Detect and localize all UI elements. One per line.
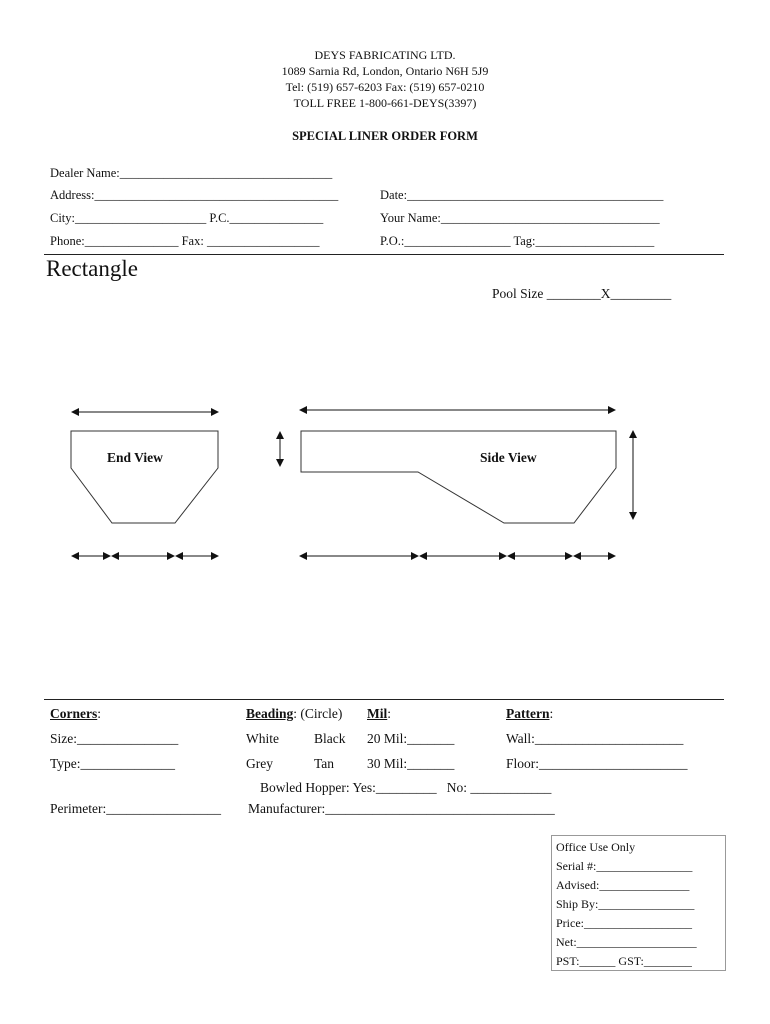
floor-pattern-field[interactable]: Floor:______________________ bbox=[506, 756, 688, 771]
beading-label: Beading bbox=[246, 706, 294, 721]
beading-black-option[interactable]: Black bbox=[314, 731, 346, 746]
beading-white-option[interactable]: White bbox=[246, 731, 279, 746]
end-view-outline bbox=[71, 431, 218, 523]
corners-colon: : bbox=[97, 706, 102, 721]
bowled-hopper-field[interactable]: Bowled Hopper: Yes:_________ No: ____________ bbox=[260, 780, 552, 795]
side-view-label: Side View bbox=[480, 450, 537, 465]
type-field[interactable]: Type:______________ bbox=[50, 756, 176, 771]
net-field[interactable]: Net:____________________ bbox=[556, 935, 697, 949]
pst-gst-field[interactable]: PST:______ GST:________ bbox=[556, 954, 692, 968]
serial-field[interactable]: Serial #:________________ bbox=[556, 859, 693, 873]
size-field[interactable]: Size:_______________ bbox=[50, 731, 179, 746]
office-use-box bbox=[551, 835, 726, 971]
date-field[interactable]: Date:_________________________________________ bbox=[380, 188, 664, 202]
beading-tan-option[interactable]: Tan bbox=[314, 756, 335, 771]
wall-pattern-field[interactable]: Wall:______________________ bbox=[506, 731, 684, 746]
company-tollfree: TOLL FREE 1-800-661-DEYS(3397) bbox=[293, 96, 477, 110]
beading-grey-option[interactable]: Grey bbox=[246, 756, 273, 771]
dealer-name-field[interactable]: Dealer Name:__________________________________ bbox=[50, 166, 333, 180]
city-pc-field[interactable]: City:_____________________ P.C._______________ bbox=[50, 211, 324, 225]
mil-20-field[interactable]: 20 Mil:_______ bbox=[367, 731, 455, 746]
mil-30-field[interactable]: 30 Mil:_______ bbox=[367, 756, 455, 771]
company-name: DEYS FABRICATING LTD. bbox=[314, 48, 456, 62]
corners-heading bbox=[50, 706, 101, 722]
address-field[interactable]: Address:_______________________________________ bbox=[50, 188, 339, 202]
beading-heading bbox=[246, 706, 342, 722]
manufacturer-field[interactable]: Manufacturer:__________________________________ bbox=[248, 801, 555, 816]
advised-field[interactable]: Advised:_______________ bbox=[556, 878, 690, 892]
form-title: SPECIAL LINER ORDER FORM bbox=[292, 129, 478, 143]
pattern-colon: : bbox=[549, 706, 554, 721]
company-address: 1089 Sarnia Rd, London, Ontario N6H 5J9 bbox=[281, 64, 489, 78]
perimeter-field[interactable]: Perimeter:_________________ bbox=[50, 801, 221, 816]
company-phones: Tel: (519) 657-6203 Fax: (519) 657-0210 bbox=[285, 80, 485, 94]
pattern-heading bbox=[506, 706, 553, 722]
beading-suffix: : (Circle) bbox=[293, 706, 343, 721]
mil-colon: : bbox=[387, 706, 392, 721]
phone-fax-field[interactable]: Phone:_______________ Fax: __________________ bbox=[50, 234, 320, 248]
your-name-field[interactable]: Your Name:___________________________________ bbox=[380, 211, 660, 225]
pattern-label: Pattern bbox=[506, 706, 550, 721]
office-use-title: Office Use Only bbox=[556, 840, 636, 854]
shape-title: Rectangle bbox=[46, 256, 138, 281]
price-field[interactable]: Price:__________________ bbox=[556, 916, 692, 930]
pool-size-field[interactable]: Pool Size ________X_________ bbox=[492, 286, 672, 301]
side-view-outline bbox=[301, 431, 616, 523]
ship-by-field[interactable]: Ship By:________________ bbox=[556, 897, 695, 911]
po-tag-field[interactable]: P.O.:_________________ Tag:___________________ bbox=[380, 234, 655, 248]
mil-heading bbox=[367, 706, 391, 722]
mil-label: Mil bbox=[367, 706, 388, 721]
specs-divider bbox=[44, 699, 724, 700]
end-view-label: End View bbox=[107, 450, 163, 465]
corners-label: Corners bbox=[50, 706, 98, 721]
